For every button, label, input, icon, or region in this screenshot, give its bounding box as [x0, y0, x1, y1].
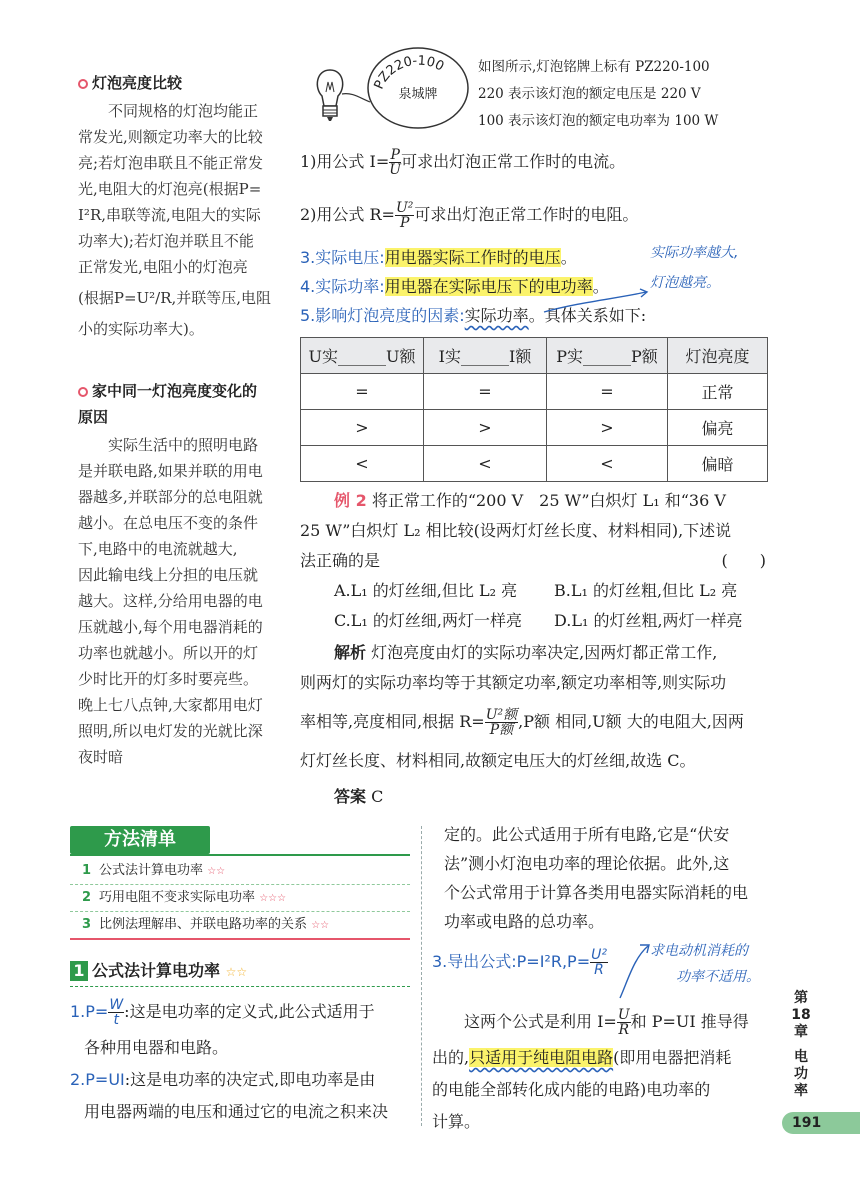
side-line: 功率大);若灯泡并联且不能: [78, 232, 254, 250]
table-header-cell: 灯泡亮度: [668, 338, 768, 374]
body-line: 的电能全部转化成内能的电路)电功率的: [432, 1080, 711, 1099]
body-line: 各种用电器和电路。: [84, 1038, 229, 1057]
side-line: 常发光,则额定功率大的比较: [78, 128, 263, 146]
formula-resistance: 2)用公式 R= $\frac{\text{U²}}{P}$ 可求出灯泡正常工作时的电阻。: [300, 200, 639, 231]
body-line: 计算。: [432, 1112, 481, 1131]
star-icon: ☆☆: [207, 866, 226, 877]
sidebar-note-brightness: [78, 70, 278, 342]
divider: [70, 986, 410, 988]
bulb-note: 220 表示该灯泡的额定电压是 220 V: [478, 86, 701, 102]
bullet-icon: [78, 387, 88, 397]
nameplate-brand: 泉城牌: [398, 87, 438, 102]
example-2: [300, 486, 770, 812]
annotation-arrow: [540, 286, 650, 316]
page-number-tab: [782, 1112, 860, 1134]
fraction: $\frac{\text{U²额}}{\text{P额}}$: [485, 707, 518, 738]
star-icon: ☆☆☆: [259, 893, 287, 904]
sidebar-heading-home-light: 家中同一灯泡亮度变化的: [78, 378, 278, 404]
method-list: [70, 858, 410, 940]
table-row: [301, 374, 768, 410]
body-line: 用电器两端的电压和通过它的电流之积来决: [84, 1102, 389, 1121]
table-cell: >: [424, 410, 547, 446]
formula-definition: 1.P= $\frac{W}{t}$ :这是电功率的定义式,此公式适用于: [70, 997, 375, 1028]
side-line: 少时比开的灯多时要亮些。: [78, 670, 259, 688]
star-icon: ☆☆: [311, 920, 330, 931]
table-cell: >: [301, 410, 424, 446]
side-line: 正常发光,电阻小的灯泡亮: [78, 258, 248, 276]
option-a: A.L₁ 的灯丝细,但比 L₂ 亮: [334, 581, 518, 600]
brightness-table: [300, 337, 768, 482]
side-line: 压就越小,每个用电器消耗的: [78, 618, 263, 636]
side-line: 小的实际功率大)。: [78, 320, 204, 338]
section-1-body: [70, 992, 415, 1128]
option-d: D.L₁ 的灯丝粗,两灯一样亮: [554, 611, 743, 630]
sidebar-heading-brightness: 灯泡亮度比较: [78, 70, 278, 96]
answer-label: 答案: [334, 787, 367, 806]
table-cell: <: [424, 446, 547, 482]
bulb-notes: [478, 54, 718, 135]
method-list-title: 方法清单: [70, 826, 210, 854]
body-line: 定的。此公式适用于所有电路,它是“伏安: [444, 825, 730, 844]
nameplate-arc-text: PZ220-100: [371, 53, 447, 92]
bulb-note: 如图所示,灯泡铭牌上标有 PZ220-100: [478, 59, 710, 75]
fraction: $\frac{W}{t}$: [109, 997, 124, 1028]
option-c: C.L₁ 的灯丝细,两灯一样亮: [334, 611, 522, 630]
table-row: [301, 446, 768, 482]
table-cell: >: [547, 410, 668, 446]
side-line: 是并联电路,如果并联的用电: [78, 462, 263, 480]
option-b: B.L₁ 的灯丝粗,但比 L₂ 亮: [554, 581, 738, 600]
table-cell: 偏亮: [668, 410, 768, 446]
side-line: 功率也就越小。所以开的灯: [78, 644, 259, 662]
bulb-illustration: [300, 40, 480, 140]
derived-formula: 3.导出公式:P=I²R,P= $\frac{\text{U²}}{R}$: [432, 947, 607, 978]
answer-value: C: [371, 787, 384, 806]
side-line: 实际生活中的照明电路: [108, 436, 259, 454]
side-line: 照明,所以电灯发的光就比深: [78, 722, 263, 740]
formula-decision: 2.P=UI:这是电功率的决定式,即电功率是由: [70, 1070, 376, 1089]
table-cell: 偏暗: [668, 446, 768, 482]
table-cell: =: [424, 374, 547, 410]
analysis-line: 则两灯的实际功率均等于其额定功率,额定功率相等,则实际功: [300, 673, 727, 692]
options-row: [300, 606, 770, 636]
body-line: 这两个公式是利用 I= $\frac{U}{R}$ 和 P=UI 推导得: [464, 1007, 749, 1038]
table-header-row: [301, 338, 768, 374]
body-line: 法”测小灯泡电功率的理论依据。此外,这: [444, 854, 730, 873]
sidebar-heading-line2: 原因: [78, 408, 109, 426]
table-header-cell: I实______I额: [424, 338, 547, 374]
section-number-badge: 1: [70, 961, 88, 981]
table-cell: =: [547, 374, 668, 410]
side-line: 不同规格的灯泡均能正: [108, 102, 259, 120]
example-line: 法正确的是 ( ): [300, 546, 770, 576]
side-line: 光,电阻大的灯泡亮(根据P=: [78, 180, 262, 198]
options-row: [300, 576, 770, 606]
right-column-text: [432, 820, 777, 936]
lightbulb-icon: [317, 70, 342, 121]
side-line: 因此输电线上分担的电压就: [78, 566, 259, 584]
table-cell: 正常: [668, 374, 768, 410]
method-item: 1 公式法计算电功率 ☆☆: [70, 858, 410, 885]
derived-explanation: [432, 1002, 777, 1138]
annotation-arrow: [618, 940, 654, 1000]
side-line: 越大。这样,分给用电器的电: [78, 592, 263, 610]
side-line: 亮;若灯泡串联且不能正常发: [78, 154, 264, 172]
method-item: 2 巧用电阻不变求实际电功率 ☆☆☆: [70, 885, 410, 912]
side-line: I²R,串联等流,电阻大的实际: [78, 206, 261, 224]
table-cell: =: [301, 374, 424, 410]
side-line: 晚上七八点钟,大家都用电灯: [78, 696, 263, 714]
analysis-line: 率相等,亮度相同,根据 R= $\frac{\text{U²额}}{\text{P额}}$ ,P额 相同,U额 大的电阻大,因两: [300, 707, 744, 738]
side-line: 夜时暗: [78, 748, 124, 766]
method-item: 3 比例法理解串、并联电路功率的关系 ☆☆: [70, 912, 410, 940]
fraction: $\frac{P}{U}$: [389, 147, 402, 178]
fraction: $\frac{U}{R}$: [617, 1007, 630, 1038]
sidebar-note-home-light: [78, 378, 278, 770]
def-brightness-factor: 5.影响灯泡亮度的因素:实际功率。具体关系如下:: [300, 306, 647, 325]
analysis-line: 灯灯丝长度、材料相同,故额定电压大的灯丝细,故选 C。: [300, 751, 696, 770]
answer-line: [300, 782, 770, 812]
analysis-label: 解析: [334, 643, 367, 662]
handwritten-note-3: 求电动机消耗的: [650, 943, 748, 959]
side-line: (根据P=U²/R,并联等压,电阻: [78, 289, 272, 307]
divider: [70, 854, 410, 856]
chapter-tab: 第 18 章 电 功 率: [791, 990, 811, 1099]
def-actual-voltage: 3.实际电压:用电器实际工作时的电压。: [300, 248, 577, 267]
body-line: 出的,只适用于纯电阻电路(即用电器把消耗: [432, 1048, 732, 1067]
body-line: 功率或电路的总功率。: [444, 912, 605, 931]
table-cell: <: [301, 446, 424, 482]
handwritten-note-4: 功率不适用。: [676, 969, 760, 985]
example-line: 例 2 将正常工作的“200 V 25 W”白炽灯 L₁ 和“36 V: [334, 491, 726, 510]
example-line: 25 W”白炽灯 L₂ 相比较(设两灯灯丝长度、材料相同),下述说: [300, 521, 732, 540]
table-header-cell: P实______P额: [547, 338, 668, 374]
star-icon: ☆☆: [225, 965, 248, 979]
fraction: $\frac{\text{U²}}{R}$: [591, 947, 607, 978]
analysis-line: 解析 灯泡亮度由灯的实际功率决定,因两灯都正常工作,: [334, 643, 718, 662]
side-line: 越小。在总电压不变的条件: [78, 514, 259, 532]
bullet-icon: [78, 79, 88, 89]
page-number: 191: [792, 1115, 822, 1131]
table-header-cell: U实______U额: [301, 338, 424, 374]
section-1-heading: 1 公式法计算电功率 ☆☆: [70, 958, 247, 981]
body-line: 个公式常用于计算各类用电器实际消耗的电: [444, 883, 749, 902]
example-label: 例 2: [334, 491, 367, 510]
side-line: 下,电路中的电流就越大,: [78, 540, 238, 558]
highlight: 只适用于纯电阻电路: [469, 1048, 614, 1067]
side-line: 器越多,并联部分的总电阻就: [78, 488, 263, 506]
column-divider: [421, 826, 422, 1126]
handwritten-note-2: 灯泡越亮。: [650, 275, 720, 291]
answer-paren: ( ): [721, 551, 766, 570]
handwritten-note-1: 实际功率越大,: [650, 245, 739, 261]
table-row: [301, 410, 768, 446]
formula-current: 1)用公式 I= $\frac{P}{U}$ 可求出灯泡正常工作时的电流。: [300, 147, 626, 178]
bulb-note: 100 表示该灯泡的额定电功率为 100 W: [478, 113, 719, 129]
def-actual-power: 4.实际功率:用电器在实际电压下的电功率。: [300, 277, 609, 296]
table-cell: <: [547, 446, 668, 482]
fraction: $\frac{\text{U²}}{P}$: [395, 200, 414, 231]
